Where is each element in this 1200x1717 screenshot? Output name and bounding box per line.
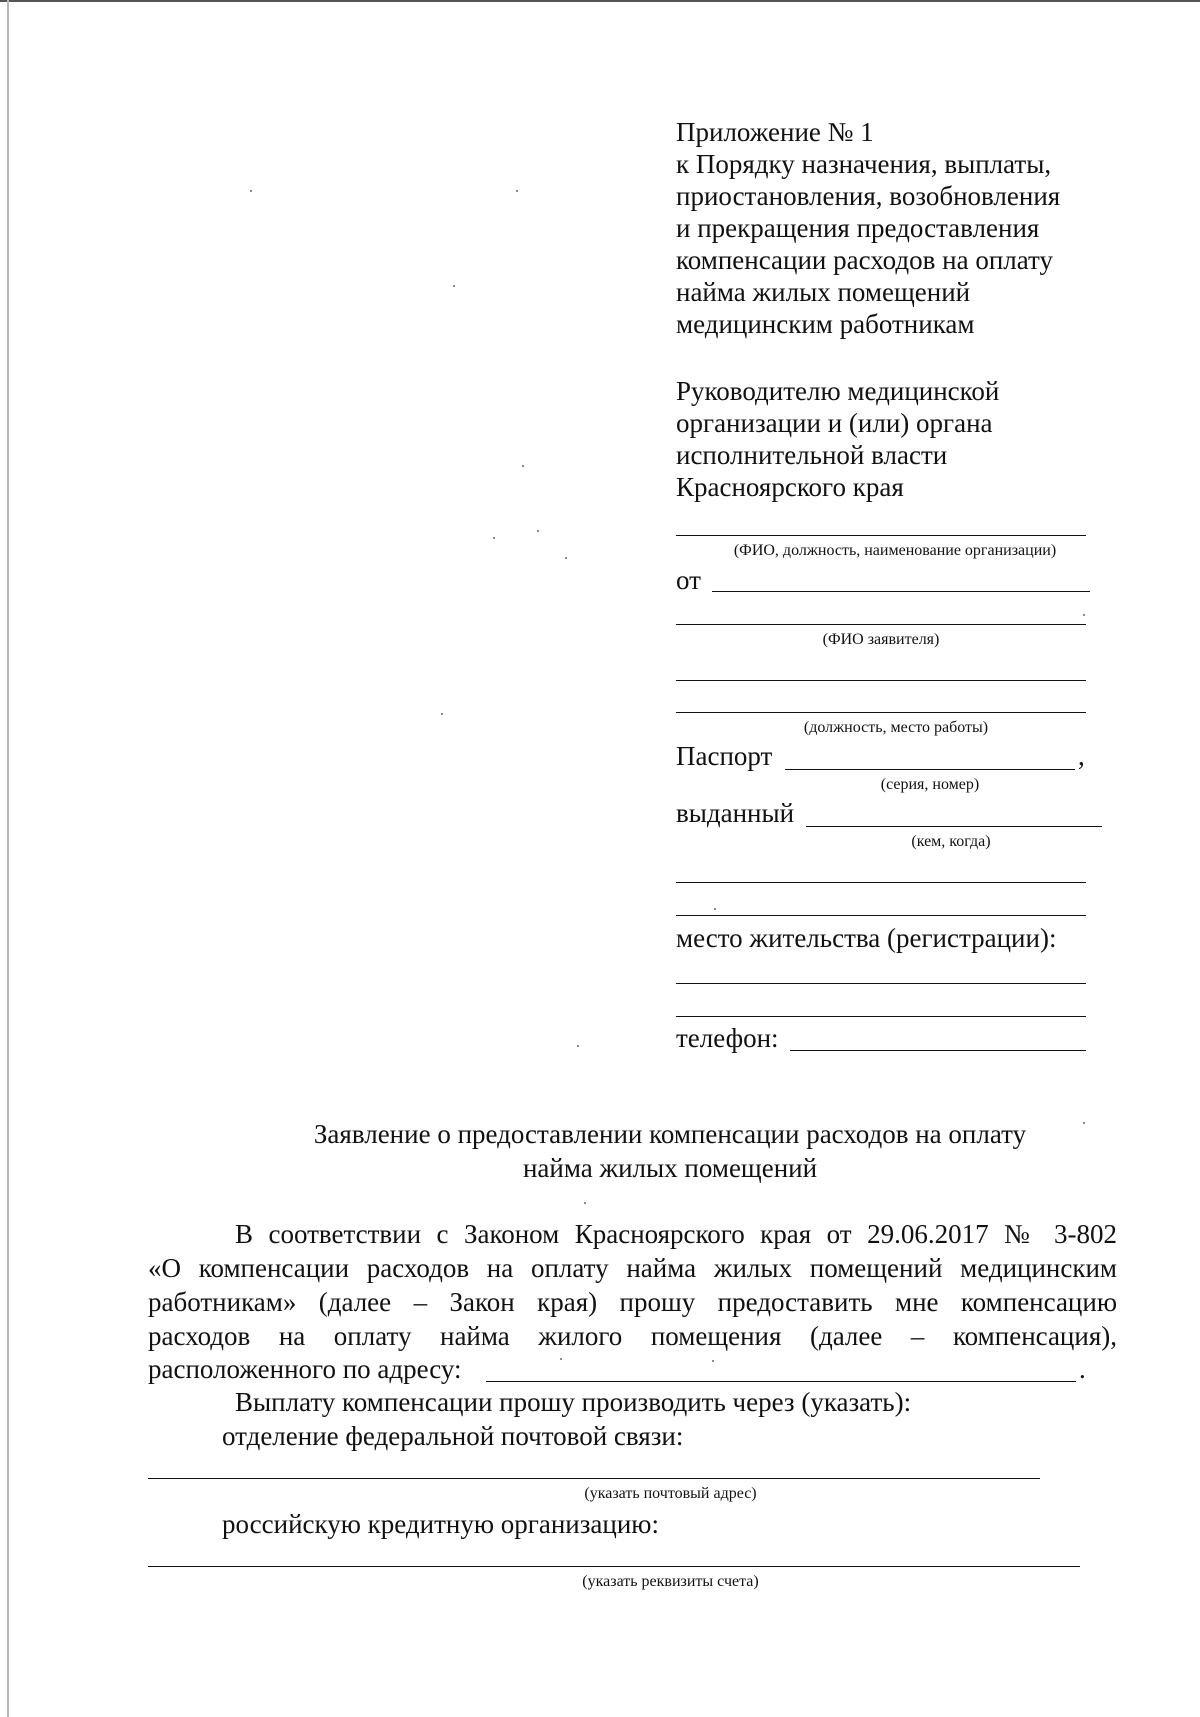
statement-para-line: В соответствии с Законом Красноярского края от 29.06.2017 № 3-802 <box>235 1219 1117 1249</box>
caption-head: (ФИО, должность, наименование организации) <box>733 542 1057 559</box>
applicant-fio-field[interactable] <box>676 624 1086 625</box>
postal-label: отделение федеральной почтовой связи: <box>222 1421 684 1451</box>
appendix-line: Приложение № 1 <box>676 117 874 147</box>
statement-title-line1: Заявление о предоставлении компенсации расходов на оплату <box>313 1119 1027 1149</box>
scan-speck <box>537 530 539 532</box>
appendix-block <box>676 116 1176 340</box>
payment-line: Выплату компенсации прошу производить через (указать): <box>235 1387 912 1417</box>
residence-field-1[interactable] <box>676 983 1086 984</box>
scan-speck <box>516 190 518 192</box>
residence-field-2[interactable] <box>676 1016 1086 1017</box>
caption-postal: (указать почтовый адрес) <box>584 1485 757 1502</box>
appendix-line: найма жилых помещений <box>676 277 971 307</box>
appendix-line: медицинским работникам <box>676 309 975 339</box>
caption-fio: (ФИО заявителя) <box>822 631 940 648</box>
scan-speck <box>712 1360 714 1362</box>
issued-field[interactable] <box>806 826 1102 827</box>
scan-speck <box>522 465 524 467</box>
scan-top-edge <box>0 0 1200 2</box>
appendix-line: приостановления, возобновления <box>676 181 1061 211</box>
scan-left-edge <box>7 0 9 1717</box>
addressee-line: Руководителю медицинской <box>676 376 1000 406</box>
from-field[interactable] <box>712 591 1090 592</box>
scan-speck <box>1083 614 1085 616</box>
appendix-line: и прекращения предоставления <box>676 213 1040 243</box>
caption-bank: (указать реквизиты счета) <box>582 1573 759 1590</box>
position-field-1[interactable] <box>676 680 1086 681</box>
passport-comma: , <box>1078 741 1085 771</box>
postal-address-field[interactable] <box>148 1478 1040 1479</box>
scan-speck <box>560 1358 562 1360</box>
from-label: от <box>676 565 701 595</box>
residence-label: место жительства (регистрации): <box>676 923 1057 953</box>
addressee-block <box>676 375 1176 503</box>
caption-position: (должность, место работы) <box>803 719 989 736</box>
appendix-line: компенсации расходов на оплату <box>676 245 1053 275</box>
issued-field-3[interactable] <box>676 915 1086 916</box>
addressee-line: организации и (или) органа <box>676 408 993 438</box>
caption-issued: (кем, когда) <box>911 833 991 850</box>
addressee-line: исполнительной власти <box>676 440 948 470</box>
passport-field[interactable] <box>785 769 1075 770</box>
statement-para-line: работникам» (далее – Закон края) прошу предоставить мне компенсацию <box>148 1287 1117 1317</box>
statement-para-line: «О компенсации расходов на оплату найма жилых помещений медицинским <box>148 1253 1117 1283</box>
scan-speck <box>565 557 567 559</box>
head-name-field[interactable] <box>676 535 1086 536</box>
bank-details-field[interactable] <box>148 1566 1080 1567</box>
address-label: расположенного по адресу: <box>148 1354 462 1384</box>
scan-speck <box>1083 1122 1085 1124</box>
scan-speck <box>250 190 252 192</box>
appendix-line: к Порядку назначения, выплаты, <box>676 149 1052 179</box>
passport-label: Паспорт <box>676 741 773 771</box>
issued-label: выданный <box>676 798 795 828</box>
caption-passport: (серия, номер) <box>880 776 980 793</box>
statement-title-line2: найма жилых помещений <box>522 1153 818 1183</box>
scan-speck <box>441 713 443 715</box>
scan-speck <box>584 1202 586 1204</box>
statement-para-line: расходов на оплату найма жилого помещения (далее – компенсация), <box>148 1321 1117 1351</box>
position-field-2[interactable] <box>676 712 1086 713</box>
issued-field-2[interactable] <box>676 882 1086 883</box>
scan-speck <box>714 908 716 910</box>
bank-label: российскую кредитную организацию: <box>222 1509 659 1539</box>
address-end: . <box>1079 1354 1086 1384</box>
scan-speck <box>453 285 455 287</box>
phone-label: телефон: <box>676 1023 779 1053</box>
phone-field[interactable] <box>790 1050 1086 1051</box>
addressee-line: Красноярского края <box>676 472 904 502</box>
scan-speck <box>493 537 495 539</box>
scan-speck <box>577 1045 579 1047</box>
address-field[interactable] <box>486 1381 1076 1382</box>
